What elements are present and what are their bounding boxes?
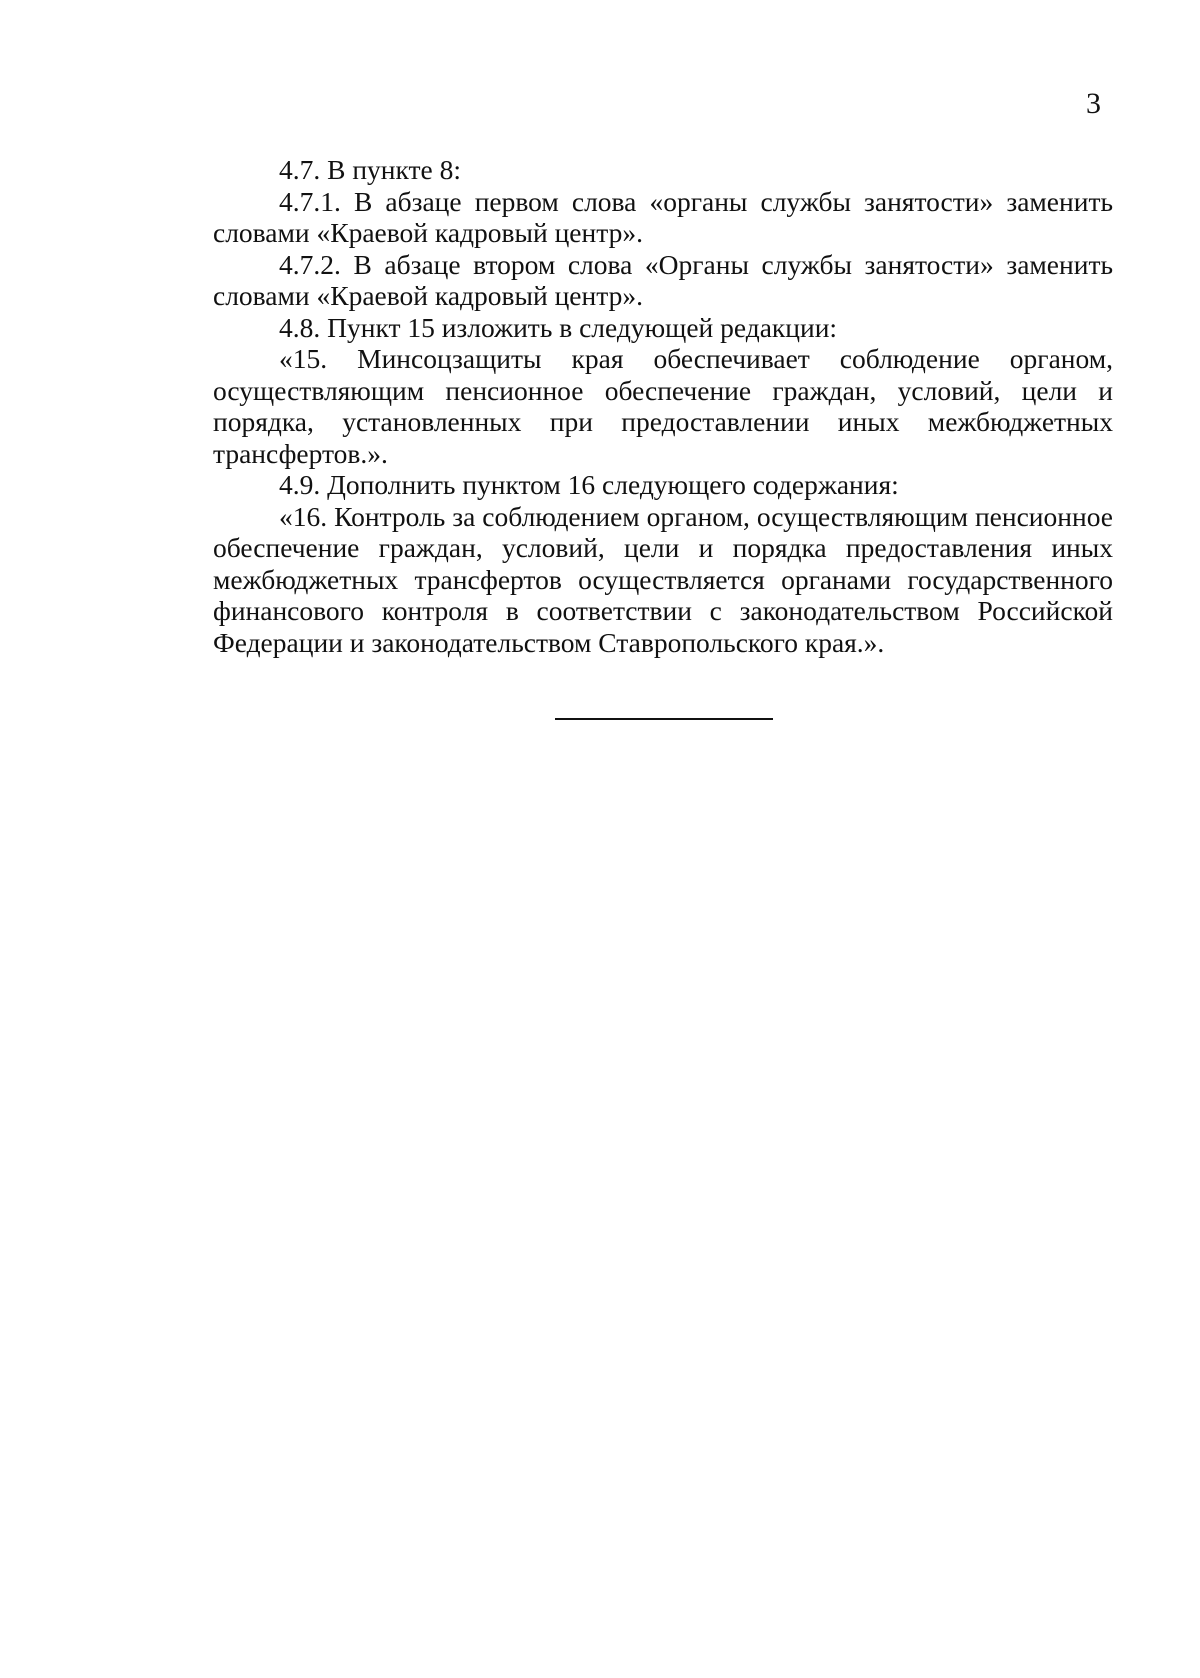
paragraph-4-8: 4.8. Пункт 15 изложить в следующей редакции: [279,311,838,343]
page-number: 3 [1086,87,1101,120]
closing-divider-line [555,718,773,720]
paragraph-4-7-2: 4.7.2. В абзаце втором слова «Органы службы занятости» заменить словами «Краевой кадровый центр». [213,248,1113,311]
document-body [213,154,1113,658]
paragraph-4-9: 4.9. Дополнить пунктом 16 следующего содержания: [279,469,899,500]
paragraph-4-7-1: 4.7.1. В абзаце первом слова «органы службы занятости» заменить словами «Краевой кадровый центр». [213,185,1113,248]
paragraph-item-16-text: «16. Контроль за соблюдением органом, осуществляющим пенсионное обеспечение граждан, условий, цели и порядка предоставления иных межбюджетных трансфертов осуществляется органами государственного финансового контроля в соответствии с законодательством Российской Федерации и законодательством Ставропольского края.». [213,500,1113,658]
paragraph-item-15-text: «15. Минсоцзащиты края обеспечивает соблюдение органом, осуществляющим пенсионное обеспечение граждан, условий, цели и порядка, установленных при предоставлении иных межбюджетных трансфертов.». [213,343,1113,469]
paragraph-4-7: 4.7. В пункте 8: [279,154,462,185]
